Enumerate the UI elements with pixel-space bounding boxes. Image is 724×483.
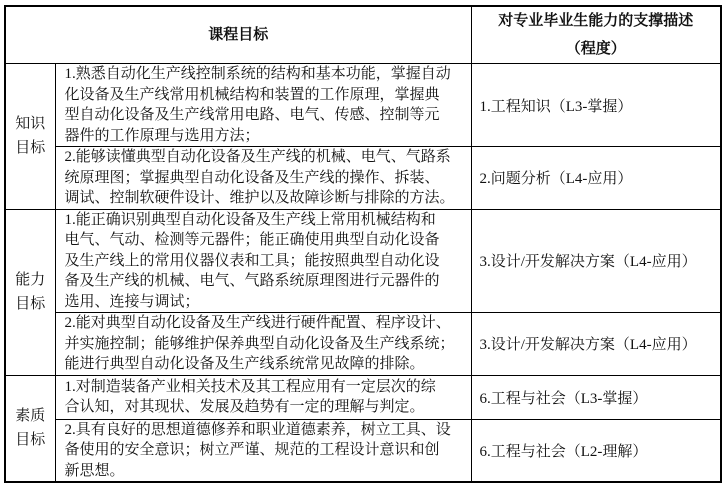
support-description: 3.设计/开发解决方案（L4-应用） (471, 313, 721, 376)
goal-text-line: 备及生产线的机械、电气、气路系统原理图进行元器件的 (64, 273, 440, 289)
goal-text-line: 2.能够读懂典型自动化设备及生产线的机械、电气、气路系 (64, 149, 451, 165)
header-support-line1: 对专业毕业生能力的支撑描述 (498, 13, 694, 29)
goal-text-line: 电气、气动、检测等元器件；能正确使用典型自动化设备 (64, 232, 440, 248)
support-description: 3.设计/开发解决方案（L4-应用） (471, 209, 721, 313)
goal-text-line: 型自动化设备及生产线常用电路、电气、传感、控制等元 (64, 107, 440, 123)
table-row (5, 375, 721, 419)
goal-text-line: 选用、连接与调试； (64, 293, 200, 310)
goal-text-line: 1.对制造装备产业相关技术及其工程应用有一定层次的综 (64, 378, 436, 395)
support-description: 1.工程知识（L3-掌握） (471, 64, 721, 147)
header-support-line2: （程度） (565, 41, 626, 57)
goal-text-line: 新思想。 (64, 462, 125, 479)
category-label: 能力 (15, 272, 46, 288)
course-goals-table (4, 5, 722, 483)
goal-cell (55, 209, 471, 313)
table-row (5, 64, 721, 147)
goal-text-line: 能进行典型自动化设备及生产线系统常见故障的排除。 (64, 356, 425, 372)
goal-text-line: 2.具有良好的思想道德修养和职业道德素养，树立工具、设 (64, 421, 451, 438)
goal-cell (55, 375, 471, 419)
category-label: 目标 (15, 432, 46, 449)
header-support-description (471, 6, 721, 64)
support-description: 6.工程与社会（L2-理解） (471, 419, 721, 482)
table-row (5, 313, 721, 376)
category-label: 目标 (15, 140, 46, 157)
category-cell (5, 64, 55, 210)
table-row (5, 147, 721, 210)
table-row (5, 419, 721, 482)
header-course-goal: 课程目标 (5, 6, 471, 64)
goal-text-line: 器件的工作原理与选用方法； (64, 127, 260, 144)
goal-text-line: 2.能对典型自动化设备及生产线进行硬件配置、程序设计、 (64, 315, 451, 331)
category-label: 目标 (15, 296, 46, 312)
goal-text-line: 1.熟悉自动化生产线控制系统的结构和基本功能，掌握自动 (64, 66, 451, 82)
goal-text-line: 调试、控制软硬件设计、维护以及故障诊断与排除的方法。 (64, 190, 455, 206)
support-description: 2.问题分析（L4-应用） (471, 147, 721, 210)
goal-text-line: 化设备及生产线常用机械结构和装置的工作原理，掌握典 (64, 86, 440, 103)
goal-text-line: 及生产线上的常用仪器仪表和工具；能按照典型自动化设 (64, 252, 440, 269)
goal-text-line: 合认知，对其现状、发展及趋势有一定的理解与判定。 (64, 399, 425, 415)
goal-text-line: 1.能正确识别典型自动化设备及生产线上常用机械结构和 (64, 211, 436, 228)
goal-text-line: 并实施控制；能够维护保养典型自动化设备及生产线系统； (64, 335, 455, 352)
category-label: 知识 (15, 116, 46, 133)
table-row (5, 209, 721, 313)
goal-cell (55, 419, 471, 482)
category-cell (5, 209, 55, 375)
category-cell (5, 375, 55, 482)
category-label: 素质 (15, 408, 46, 425)
support-description: 6.工程与社会（L3-掌握） (471, 375, 721, 419)
goal-cell (55, 313, 471, 376)
header-row (5, 6, 721, 64)
goal-text-line: 统原理图；掌握典型自动化设备及生产线的操作、拆装、 (64, 169, 440, 186)
goal-cell (55, 147, 471, 210)
goal-text-line: 备使用的安全意识；树立严谨、规范的工程设计意识和创 (64, 442, 440, 458)
goal-cell (55, 64, 471, 147)
